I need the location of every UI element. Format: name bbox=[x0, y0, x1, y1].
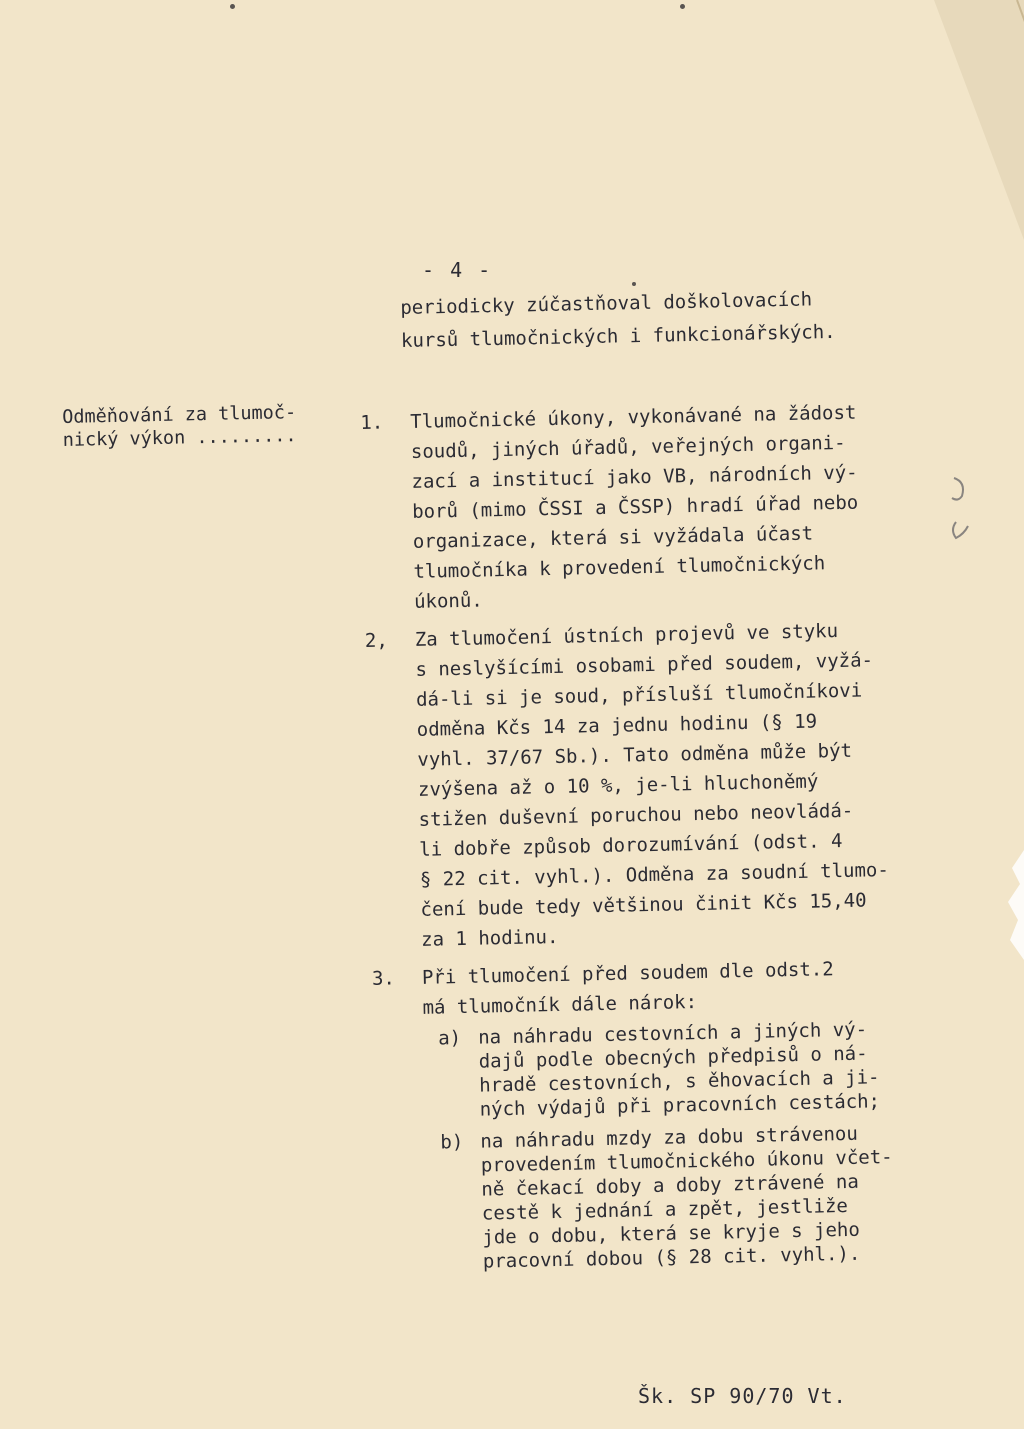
sub-item-label: a) bbox=[437, 1027, 462, 1050]
text-line: jde o dobu, která se kryje s jeho bbox=[482, 1218, 861, 1249]
text-line: borů (mimo ČSSI a ČSSP) hradí úřad nebo bbox=[411, 491, 859, 523]
text-line: dá-li si je soud, přísluší tlumočníkovi bbox=[415, 679, 863, 711]
text-line: stižen duševní poruchou nebo neovládá- bbox=[418, 799, 854, 831]
sub-item-a bbox=[438, 1015, 975, 1122]
text-line: ně čekací doby a doby ztrávené na bbox=[481, 1170, 860, 1201]
paper-speck bbox=[680, 4, 685, 9]
page-fold-corner bbox=[934, 0, 1024, 240]
text-line: Za tlumočení ústních projevů ve styku bbox=[414, 620, 839, 651]
sub-item-text bbox=[478, 1016, 930, 1121]
item-number: 1. bbox=[360, 411, 384, 434]
sub-list bbox=[438, 1015, 978, 1274]
text-line: čení bude tedy většinou činit Kčs 15,40 bbox=[420, 889, 867, 921]
text-line: zvýšena až o 10 %, je-li hluchoněmý bbox=[417, 770, 819, 801]
text-line: li dobře způsob dorozumívání (odst. 4 bbox=[419, 829, 843, 861]
text-line: na náhradu cestovních a jiných vý- bbox=[477, 1018, 868, 1049]
text-line: soudů, jiných úřadů, veřejných organi- bbox=[410, 431, 846, 463]
item-number: 3. bbox=[371, 967, 396, 990]
text-line: tlumočníka k provedení tlumočnických bbox=[413, 552, 826, 583]
text-line: na náhradu mzdy za dobu strávenou bbox=[480, 1122, 859, 1153]
text-line: Tlumočnické úkony, vykonávané na žádost bbox=[410, 401, 857, 433]
list-item-2 bbox=[365, 613, 972, 955]
list-item-1 bbox=[360, 395, 964, 618]
intro-line: periodicky zúčastňoval doškolovacích bbox=[400, 288, 813, 319]
text-line: cestě k jednání a zpět, jestliže bbox=[481, 1194, 849, 1225]
list-item-3 bbox=[372, 951, 978, 1275]
item-number: 2, bbox=[364, 629, 388, 652]
intro-paragraph bbox=[400, 280, 961, 358]
document-reference: Šk. SP 90/70 Vt. bbox=[638, 1384, 847, 1408]
item-text bbox=[422, 952, 943, 1023]
numbered-list bbox=[360, 395, 978, 1283]
text-line: organizace, která si vyžádala účast bbox=[412, 522, 814, 553]
torn-edge-mark bbox=[998, 850, 1024, 960]
intro-line: kursů tlumočnických i funkcionářských. bbox=[400, 320, 836, 352]
text-line: s neslyšícími osobami před soudem, vyžá- bbox=[415, 649, 874, 681]
margin-heading-line: nický výkon ......... bbox=[62, 425, 297, 451]
text-line: úkonů. bbox=[413, 589, 483, 613]
paper-speck bbox=[632, 282, 636, 286]
text-line: zací a institucí jako VB, národních vý- bbox=[411, 461, 858, 493]
text-line: Při tlumočení před soudem dle odst.2 bbox=[421, 958, 834, 989]
text-line: vyhl. 37/67 Sb.). Tato odměna může být bbox=[417, 739, 853, 771]
punch-hole-mark-icon bbox=[944, 472, 976, 542]
text-line: dajů podle obecných předpisů o ná- bbox=[478, 1042, 868, 1073]
text-line: pracovní dobou (§ 28 cit. vyhl.). bbox=[482, 1242, 861, 1273]
paper-speck bbox=[230, 4, 235, 9]
text-line: odměna Kčs 14 za jednu hodinu (§ 19 bbox=[416, 710, 818, 741]
text-line: provedením tlumočnického úkonu včet- bbox=[480, 1146, 893, 1177]
text-line: za 1 hodinu. bbox=[420, 925, 559, 951]
text-line: § 22 cit. vyhl.). Odměna za soudní tlumo- bbox=[419, 859, 890, 891]
sub-item-label: b) bbox=[440, 1131, 464, 1154]
text-line: ných výdajů při pracovních cestách; bbox=[479, 1090, 881, 1121]
margin-heading-line: Odměňování za tlumoč- bbox=[62, 402, 297, 428]
text-line: hradě cestovních, s ěhovacích a ji- bbox=[478, 1066, 880, 1097]
item-text bbox=[410, 396, 934, 617]
sub-item-text bbox=[480, 1120, 933, 1273]
item-text bbox=[415, 614, 942, 955]
margin-heading bbox=[62, 400, 363, 452]
text-line: má tlumočník dále nárok: bbox=[422, 991, 698, 1019]
sub-item-b bbox=[440, 1119, 978, 1274]
page-number: - 4 - bbox=[422, 258, 493, 282]
